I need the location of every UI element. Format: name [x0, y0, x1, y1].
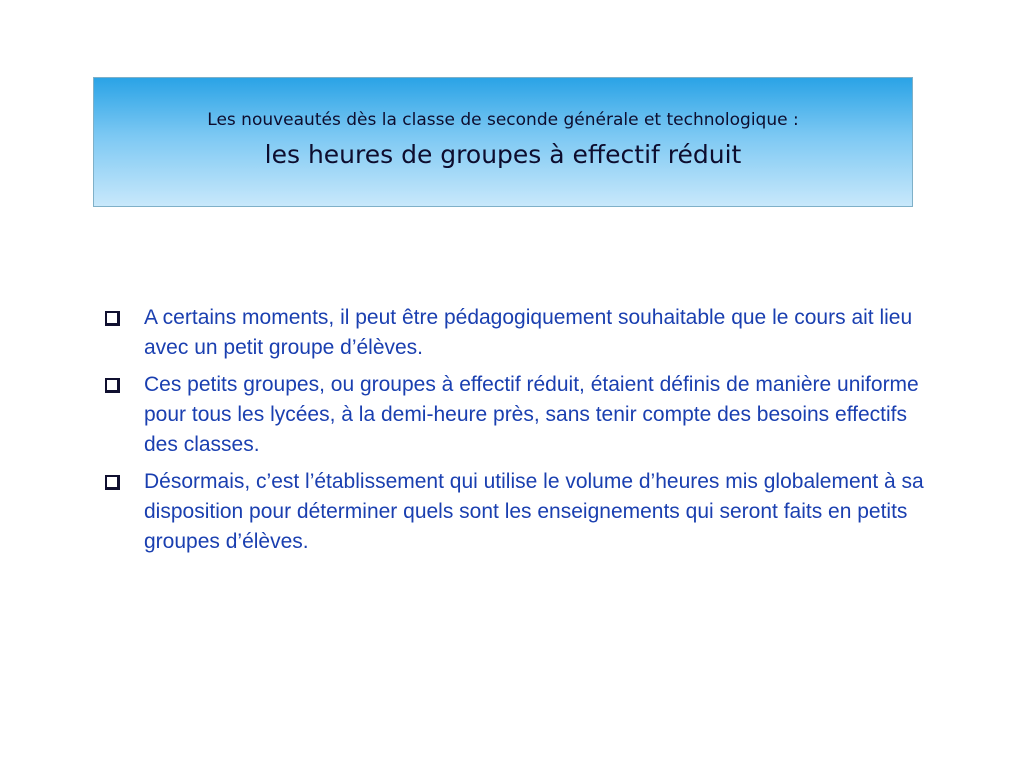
bullet-item — [100, 370, 940, 460]
bullet-list — [100, 303, 940, 564]
checkbox-icon — [105, 475, 120, 490]
title-subheading: Les nouveautés dès la classe de seconde générale et technologique : — [207, 110, 799, 130]
checkbox-icon — [105, 311, 120, 326]
bullet-text: Désormais, c’est l’établissement qui utilise le volume d’heures mis globalement à sa disposition pour déterminer quels sont les enseignements qui seront faits en petits groupes d’élèves. — [144, 470, 924, 553]
checkbox-icon — [105, 378, 120, 393]
bullet-text: A certains moments, il peut être pédagogiquement souhaitable que le cours ait lieu avec un petit groupe d’élèves. — [144, 306, 913, 359]
bullet-item — [100, 303, 940, 363]
bullet-text: Ces petits groupes, ou groupes à effectif réduit, étaient définis de manière uniforme pour tous les lycées, à la demi-heure près, sans tenir compte des besoins effectifs des classes. — [144, 373, 919, 456]
title-heading: les heures de groupes à effectif réduit — [264, 140, 742, 169]
bullet-item — [100, 467, 940, 557]
title-box — [93, 77, 913, 207]
